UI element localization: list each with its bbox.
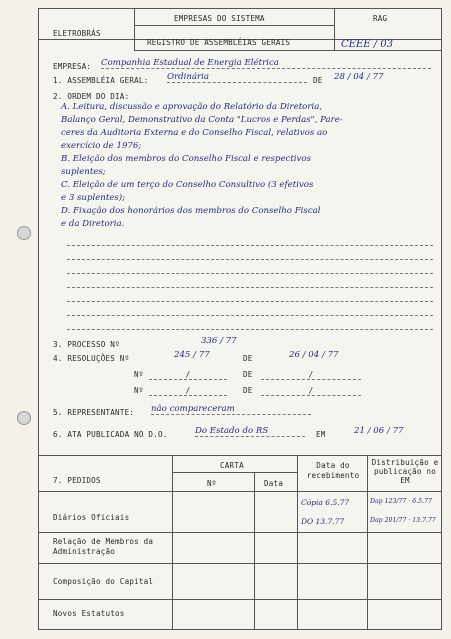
row-label: Relação de Membros da Administração xyxy=(53,537,154,556)
ordem-line: B. Eleição dos membros do Conselho Fiscal e respectivos xyxy=(61,154,311,164)
ordem-line: exercício de 1976; xyxy=(61,141,142,151)
resolucao-no-label: Nº xyxy=(134,370,144,379)
de-label: DE xyxy=(313,76,323,85)
ata-date: 21 / 06 / 77 xyxy=(354,426,404,436)
row-label: Novos Estatutos xyxy=(53,609,125,618)
resolucoes-label: 4. RESOLUÇÕES Nº xyxy=(53,354,130,363)
assembleia-label: 1. ASSEMBLÉIA GERAL: xyxy=(53,76,149,85)
punch-hole xyxy=(17,226,31,240)
ata-value: Do Estado do RS xyxy=(195,426,305,437)
carta-data-col: Data xyxy=(264,479,284,488)
ordem-line: suplentes; xyxy=(61,167,106,177)
punch-hole xyxy=(17,411,31,425)
resolucao-blank: / xyxy=(149,370,227,380)
carta-label: CARTA xyxy=(220,461,244,470)
carta-no-col: Nº xyxy=(207,479,217,488)
ordem-line: e 3 suplentes); xyxy=(61,193,126,203)
pedidos-label: 7. PEDIDOS xyxy=(53,476,101,485)
assembleia-date: 28 / 04 / 77 xyxy=(334,72,384,82)
distribuicao-col: Distribuição e publicação no EM xyxy=(371,458,439,485)
section-title: EMPRESAS DO SISTEMA xyxy=(174,14,265,23)
empresa-label: EMPRESA: xyxy=(53,62,92,71)
processo-label: 3. PROCESSO Nº xyxy=(53,340,120,349)
ata-em-label: EM xyxy=(316,430,326,439)
receb-value: Cópia 6.5.77 xyxy=(301,498,350,507)
form-title: REGISTRO DE ASSEMBLÉIAS GERAIS xyxy=(147,38,291,47)
ata-label: 6. ATA PUBLICADA NO D.O. xyxy=(53,430,168,439)
ordem-label: 2. ORDEM DO DIA: xyxy=(53,92,130,101)
representante-value: não compareceram xyxy=(151,404,311,415)
resolucao-blank: / xyxy=(261,386,361,396)
resolucao-de-label: DE xyxy=(243,370,253,379)
ordem-line: A. Leitura, discussão e aprovação do Relatório da Diretoria, xyxy=(61,102,323,112)
ordem-line: D. Fixação dos honorários dos membros do Conselho Fiscal xyxy=(61,206,321,216)
representante-label: 5. REPRESENTANTE: xyxy=(53,408,135,417)
org-name: ELETROBRÁS xyxy=(53,29,101,38)
row-label: Diários Oficiais xyxy=(53,513,130,522)
assembleia-value: Ordinária xyxy=(167,72,307,83)
ordem-line: ceres da Auditoria Externa e do Conselho Fiscal, relativos ao xyxy=(61,128,328,138)
resolucao-date: 26 / 04 / 77 xyxy=(289,350,339,360)
resolucao-blank: / xyxy=(149,386,227,396)
resolucao-blank: / xyxy=(261,370,361,380)
processo-value: 336 / 77 xyxy=(201,336,237,346)
empresa-value: Companhia Estadual de Energia Elétrica xyxy=(101,58,431,69)
resolucao-number: 245 / 77 xyxy=(174,350,210,360)
resolucao-de-label: DE xyxy=(243,386,253,395)
dist-value: Dap 201/77 · 13.7.77 xyxy=(370,517,436,524)
ordem-line: Balanço Geral, Demonstrativo da Conta "Lucros e Perdas", Pare- xyxy=(61,115,343,125)
resolucao-de-label: DE xyxy=(243,354,253,363)
rag-value: CEEE / 03 xyxy=(341,39,394,50)
ordem-line: C. Eleição de um terço do Conselho Consultivo (3 efetivos xyxy=(61,180,314,190)
receb-value: DO 13.7.77 xyxy=(301,517,345,526)
dist-value: Dap 123/77 · 6.5.77 xyxy=(370,498,432,505)
ordem-line: e da Diretoria. xyxy=(61,219,125,229)
rag-label: RAG xyxy=(373,14,388,23)
row-label: Composição do Capital xyxy=(53,577,154,586)
recebimento-col: Data do recebimento xyxy=(306,461,360,480)
form-sheet xyxy=(38,8,442,630)
resolucao-no-label: Nº xyxy=(134,386,144,395)
